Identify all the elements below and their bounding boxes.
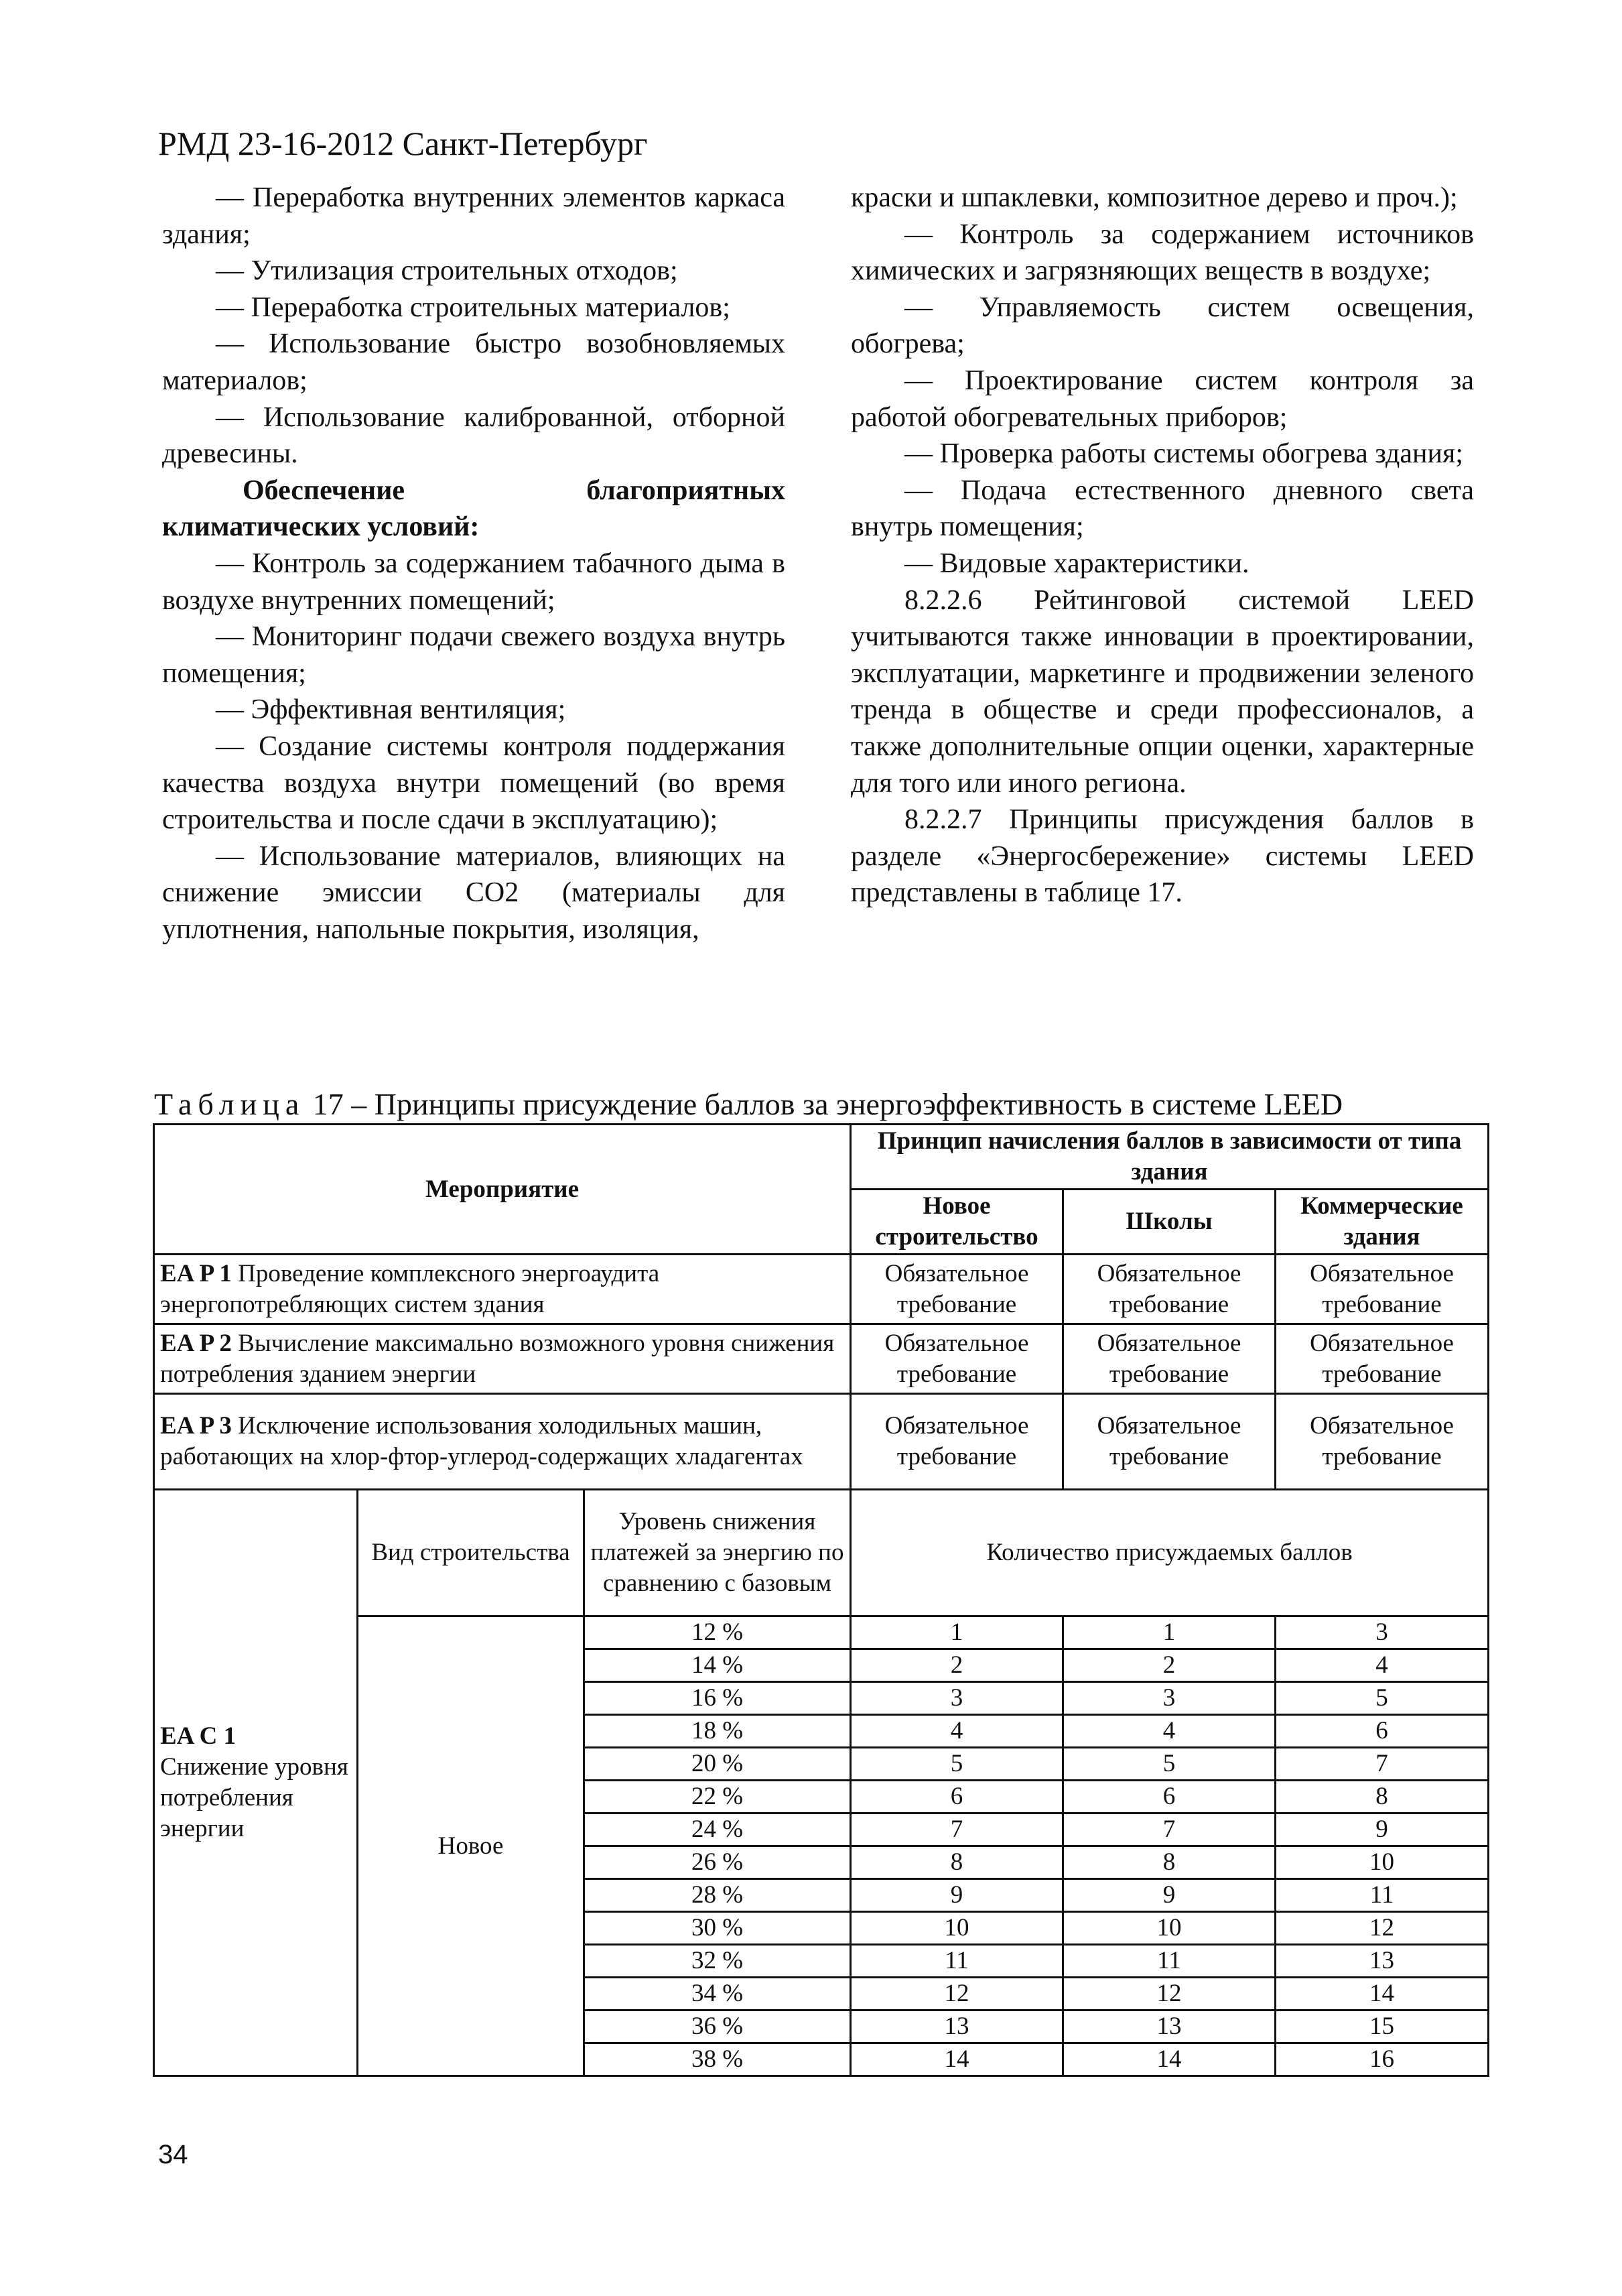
header-schools: Школы <box>1063 1190 1276 1255</box>
points-value: 6 <box>851 1781 1063 1813</box>
reduction-level: 12 % <box>584 1616 851 1649</box>
points-value: 4 <box>851 1715 1063 1748</box>
reduction-level: 16 % <box>584 1682 851 1715</box>
points-value: 10 <box>1063 1912 1276 1945</box>
points-value: 8 <box>1276 1781 1489 1813</box>
reduction-header: Уровень снижения платежей за энергию по сравнению с базовым <box>584 1490 851 1616</box>
reduction-level: 32 % <box>584 1945 851 1978</box>
paragraph: 8.2.2.6 Рейтинговой системой LEED учитываются также инновации в проектировании, эксплуатации, маркетинге и продвижении зеленого тренда в обществе и среди профессионалов, а также дополнительные опции оценки, характерные для того или иного региона. <box>851 584 1474 799</box>
header-principle: Принцип начисления баллов в зависимости от типа здания <box>851 1125 1489 1190</box>
points-value: 4 <box>1276 1649 1489 1682</box>
points-value: 5 <box>1276 1682 1489 1715</box>
points-value: 13 <box>1276 1945 1489 1978</box>
requirement-code: EA P 2 <box>160 1329 232 1357</box>
requirement-status: Обязательное требование <box>1063 1255 1276 1324</box>
points-value: 9 <box>851 1879 1063 1912</box>
points-value: 11 <box>1276 1879 1489 1912</box>
requirement-status: Обязательное требование <box>1276 1394 1489 1490</box>
credit-name: Снижение уровня потребления энергии <box>160 1753 348 1842</box>
points-value: 15 <box>1276 2011 1489 2043</box>
paragraph: краски и шпаклевки, композитное дерево и проч.); <box>851 182 1458 213</box>
requirement-status: Обязательное требование <box>1276 1324 1489 1394</box>
header-new-construction: Новое строительство <box>851 1190 1063 1255</box>
paragraph: — Использование материалов, влияющих на снижение эмиссии CO2 (материалы для уплотнения, напольные покрытия, изоляция, <box>162 840 785 945</box>
reduction-level: 24 % <box>584 1813 851 1846</box>
points-value: 11 <box>851 1945 1063 1978</box>
points-value: 12 <box>851 1978 1063 2011</box>
points-value: 16 <box>1276 2043 1489 2076</box>
table-caption-prefix: Таблица <box>154 1087 306 1121</box>
requirement-code: EA P 1 <box>160 1259 232 1287</box>
points-value: 7 <box>1063 1813 1276 1846</box>
credit-header-row <box>154 1490 1489 1616</box>
points-value: 6 <box>1276 1715 1489 1748</box>
points-value: 4 <box>1063 1715 1276 1748</box>
points-value: 10 <box>851 1912 1063 1945</box>
points-value: 13 <box>851 2011 1063 2043</box>
requirement-status: Обязательное требование <box>851 1255 1063 1324</box>
reduction-level: 28 % <box>584 1879 851 1912</box>
paragraph: — Проверка работы системы обогрева здания; <box>904 438 1463 470</box>
section-heading: Обеспечение благоприятных климатических условий: <box>162 474 785 543</box>
credit-cell <box>154 1490 358 2076</box>
construction-type-header: Вид строительства <box>358 1490 584 1616</box>
requirement-row <box>154 1255 1489 1324</box>
paragraph: — Управляемость систем освещения, обогрева; <box>851 292 1474 360</box>
requirement-text: Вычисление максимально возможного уровня снижения потребления зданием энергии <box>160 1329 835 1388</box>
table-caption-text: 17 – Принципы присуждение баллов за энергоэффективность в системе LEED <box>305 1087 1343 1121</box>
paragraph: — Создание системы контроля поддержания качества воздуха внутри помещений (во время строительства и после сдачи в эксплуатацию); <box>162 730 785 836</box>
points-value: 2 <box>851 1649 1063 1682</box>
reduction-level: 34 % <box>584 1978 851 2011</box>
paragraph: — Переработка внутренних элементов каркаса здания; <box>162 182 785 250</box>
paragraph: — Эффективная вентиляция; <box>216 694 566 726</box>
points-value: 7 <box>851 1813 1063 1846</box>
paragraph: — Переработка строительных материалов; <box>216 292 730 323</box>
requirement-cell <box>154 1324 851 1394</box>
points-value: 12 <box>1063 1978 1276 2011</box>
requirement-row <box>154 1324 1489 1394</box>
paragraph: — Видовые характеристики. <box>904 548 1249 579</box>
table-caption <box>154 1086 1343 1123</box>
reduction-level: 22 % <box>584 1781 851 1813</box>
page-number: 34 <box>158 2140 188 2169</box>
header-measure: Мероприятие <box>154 1125 851 1255</box>
reduction-level: 30 % <box>584 1912 851 1945</box>
paragraph: — Использование калиброванной, отборной древесины. <box>162 401 785 470</box>
points-value: 8 <box>851 1846 1063 1879</box>
points-value: 2 <box>1063 1649 1276 1682</box>
paragraph: — Подача естественного дневного света внутрь помещения; <box>851 474 1474 543</box>
construction-type: Новое <box>358 1616 584 2076</box>
points-value: 9 <box>1276 1813 1489 1846</box>
paragraph: — Контроль за содержанием источников химических и загрязняющих веществ в воздухе; <box>851 218 1474 287</box>
requirement-text: Исключение использования холодильных машин, работающих на хлор-фтор-углерод-содержащих хладагентах <box>160 1412 803 1470</box>
reduction-level: 38 % <box>584 2043 851 2076</box>
credit-code: EA C 1 <box>160 1722 236 1750</box>
points-value: 1 <box>851 1616 1063 1649</box>
points-value: 9 <box>1063 1879 1276 1912</box>
requirement-status: Обязательное требование <box>1276 1255 1489 1324</box>
requirement-status: Обязательное требование <box>1063 1324 1276 1394</box>
reduction-level: 36 % <box>584 2011 851 2043</box>
reduction-level: 14 % <box>584 1649 851 1682</box>
points-value: 11 <box>1063 1945 1276 1978</box>
points-value: 14 <box>1063 2043 1276 2076</box>
points-value: 13 <box>1063 2011 1276 2043</box>
paragraph: — Мониторинг подачи свежего воздуха внутрь помещения; <box>162 621 785 689</box>
left-column <box>162 180 785 948</box>
paragraph: — Утилизация строительных отходов; <box>216 255 678 287</box>
points-value: 8 <box>1063 1846 1276 1879</box>
points-value: 14 <box>1276 1978 1489 2011</box>
requirement-status: Обязательное требование <box>851 1324 1063 1394</box>
points-value: 12 <box>1276 1912 1489 1945</box>
requirement-status: Обязательное требование <box>1063 1394 1276 1490</box>
requirement-row <box>154 1394 1489 1490</box>
energy-points-table <box>153 1123 1489 2077</box>
requirement-cell <box>154 1255 851 1324</box>
points-value: 7 <box>1276 1748 1489 1781</box>
points-value: 14 <box>851 2043 1063 2076</box>
points-value: 5 <box>1063 1748 1276 1781</box>
paragraph: — Использование быстро возобновляемых материалов; <box>162 328 785 396</box>
requirement-cell <box>154 1394 851 1490</box>
paragraph: — Проектирование систем контроля за работой обогревательных приборов; <box>851 365 1474 433</box>
requirement-text: Проведение комплексного энергоаудита энергопотребляющих систем здания <box>160 1259 660 1318</box>
right-column <box>851 180 1474 911</box>
requirement-code: EA P 3 <box>160 1412 232 1440</box>
reduction-level: 20 % <box>584 1748 851 1781</box>
requirement-status: Обязательное требование <box>851 1394 1063 1490</box>
reduction-level: 26 % <box>584 1846 851 1879</box>
points-value: 3 <box>851 1682 1063 1715</box>
paragraph: 8.2.2.7 Принципы присуждения баллов в разделе «Энергосбережение» системы LEED представлены в таблице 17. <box>851 804 1474 909</box>
points-header: Количество присуждаемых баллов <box>851 1490 1489 1616</box>
paragraph: — Контроль за содержанием табачного дыма в воздухе внутренних помещений; <box>162 548 785 616</box>
points-value: 3 <box>1276 1616 1489 1649</box>
header-commercial: Коммерческие здания <box>1276 1190 1489 1255</box>
running-header: РМД 23-16-2012 Санкт-Петербург <box>158 125 648 162</box>
points-value: 3 <box>1063 1682 1276 1715</box>
points-value: 10 <box>1276 1846 1489 1879</box>
points-value: 6 <box>1063 1781 1276 1813</box>
points-value: 1 <box>1063 1616 1276 1649</box>
reduction-level: 18 % <box>584 1715 851 1748</box>
points-value: 5 <box>851 1748 1063 1781</box>
